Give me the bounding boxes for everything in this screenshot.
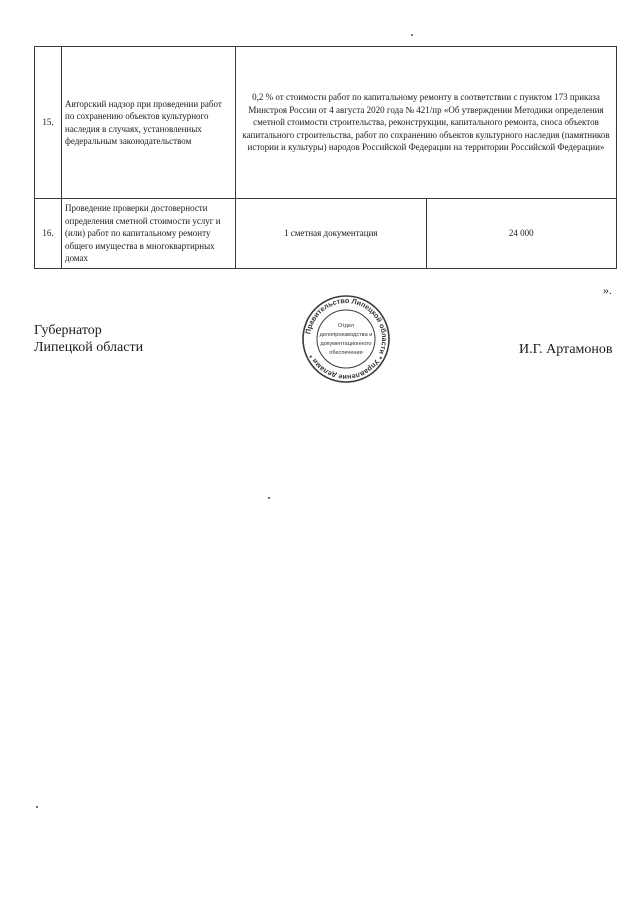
seal-stamp-icon	[301, 294, 391, 384]
cost-table	[34, 46, 617, 269]
signatory-title-line: Липецкой области	[34, 340, 144, 355]
row-number: 15.	[35, 47, 62, 199]
scan-speck	[36, 806, 38, 808]
service-name: Авторский надзор при проведении работ по сохранению объектов культурного наследия в случаях, установленных федеральным законодательством	[62, 47, 236, 199]
scan-speck	[268, 497, 270, 499]
table-row	[35, 47, 617, 199]
service-quantity: 1 сметная документация	[236, 199, 427, 269]
stamp-inner-line: обеспечения	[329, 350, 363, 356]
signatory-title-line: Губернатор	[34, 323, 102, 338]
service-cost: 24 000	[426, 199, 617, 269]
stamp-inner-line: Отдел	[337, 323, 355, 329]
signatory-title	[34, 322, 143, 356]
svg-text:Правительство Липецкой области	[303, 296, 389, 382]
stamp-inner-line: делопроизводства и	[319, 332, 373, 338]
closing-quote: ».	[603, 283, 612, 297]
table-row	[35, 199, 617, 269]
scan-speck	[411, 34, 413, 36]
stamp-inner-line: документационного	[320, 341, 372, 347]
stamp-outer-text: Правительство Липецкой области * Управление делами *	[303, 295, 390, 383]
service-cost: 0,2 % от стоимости работ по капитальному ремонту в соответствии с пунктом 173 приказа Минстроя России от 4 августа 2020 года № 421/пр «Об утверждении Методики определения сметной стоимости строительства, реконструкции, капитального ремонта, сноса объектов капитального строительства, работ по сохранению объектов культурного наследия (памятников истории и культуры) народов Российской Федерации на территории Российской Федерации»	[236, 47, 617, 199]
service-name: Проведение проверки достоверности определения сметной стоимости услуг и (или) работ по капитальному ремонту общего имущества в многоквартирных домах	[62, 199, 236, 269]
signatory-name: И.Г. Артамонов	[519, 342, 613, 357]
row-number: 16.	[35, 199, 62, 269]
